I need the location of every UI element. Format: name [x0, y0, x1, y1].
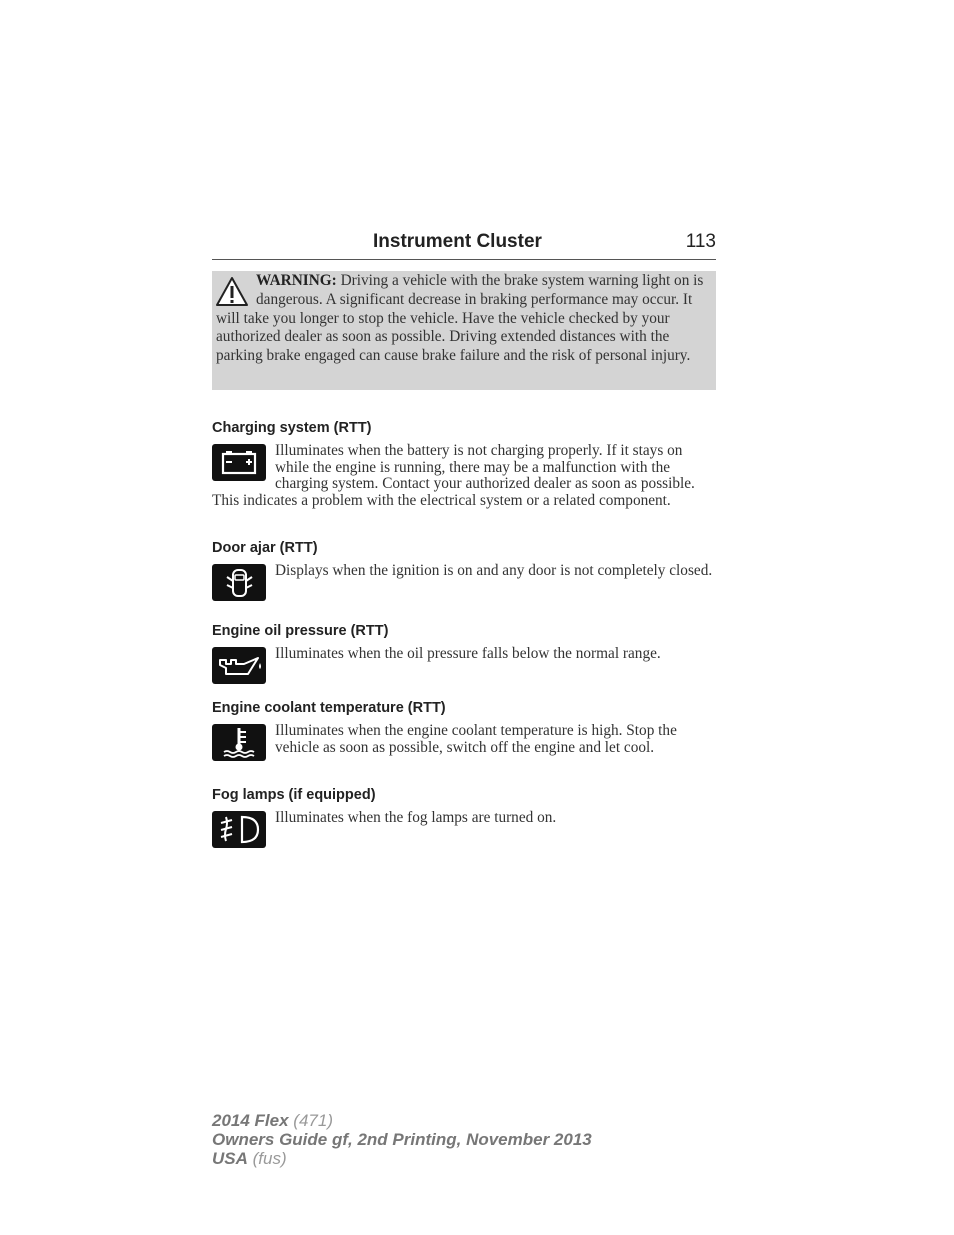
section-body-charging-system	[212, 443, 716, 509]
section-title-fog-lamps: Fog lamps (if equipped)	[212, 787, 376, 803]
section-body-engine-coolant-temperature	[212, 723, 716, 760]
footer-line-region	[212, 1149, 592, 1168]
section-body-door-ajar	[212, 563, 716, 600]
section-text-charging-system: Illuminates when the battery is not charging properly. If it stays on while the engine is running, there may be a malfunction with the charging system. Contact your authorized dealer as soon as possible. This indicates a problem with the electrical system or a related component.	[212, 442, 695, 509]
section-body-engine-oil-pressure	[212, 646, 716, 683]
footer-guide: Owners Guide gf, 2nd Printing, November 2013	[212, 1130, 592, 1149]
footer-model: 2014 Flex	[212, 1111, 289, 1130]
page-number: 113	[685, 231, 716, 252]
warning-text: Driving a vehicle with the brake system warning light on is dangerous. A significant decrease in braking performance may occur. It will take you longer to stop the vehicle. Have the vehicle checked by your authorized dealer as soon as possible. Driving extended distances with the parking brake engaged can cause brake failure and the risk of personal injury.	[216, 272, 704, 365]
door-ajar-icon	[212, 564, 266, 601]
section-text-fog-lamps: Illuminates when the fog lamps are turned on.	[275, 809, 557, 826]
footer-region: USA	[212, 1149, 248, 1168]
page-header	[212, 229, 716, 260]
section-text-door-ajar: Displays when the ignition is on and any door is not completely closed.	[275, 562, 713, 579]
fog-lamp-icon	[212, 811, 266, 848]
warning-triangle-icon	[215, 275, 249, 309]
page-footer	[212, 1111, 592, 1168]
section-body-fog-lamps	[212, 810, 716, 847]
section-text-engine-coolant-temperature: Illuminates when the engine coolant temperature is high. Stop the vehicle as soon as possible, switch off the engine and let cool.	[275, 722, 677, 756]
footer-model-code: (471)	[293, 1111, 333, 1130]
section-text-engine-oil-pressure: Illuminates when the oil pressure falls below the normal range.	[275, 645, 661, 662]
footer-line-model	[212, 1111, 592, 1130]
footer-line-guide	[212, 1130, 592, 1149]
page-title: Instrument Cluster	[373, 231, 542, 252]
footer-region-code: (fus)	[252, 1149, 287, 1168]
coolant-thermometer-icon	[212, 724, 266, 761]
battery-icon	[212, 444, 266, 481]
section-title-engine-coolant-temperature: Engine coolant temperature (RTT)	[212, 700, 446, 716]
section-title-engine-oil-pressure: Engine oil pressure (RTT)	[212, 623, 389, 639]
oil-can-icon	[212, 647, 266, 684]
section-title-charging-system: Charging system (RTT)	[212, 420, 372, 436]
warning-box	[212, 271, 716, 390]
warning-label: WARNING:	[256, 272, 337, 289]
section-title-door-ajar: Door ajar (RTT)	[212, 540, 318, 556]
